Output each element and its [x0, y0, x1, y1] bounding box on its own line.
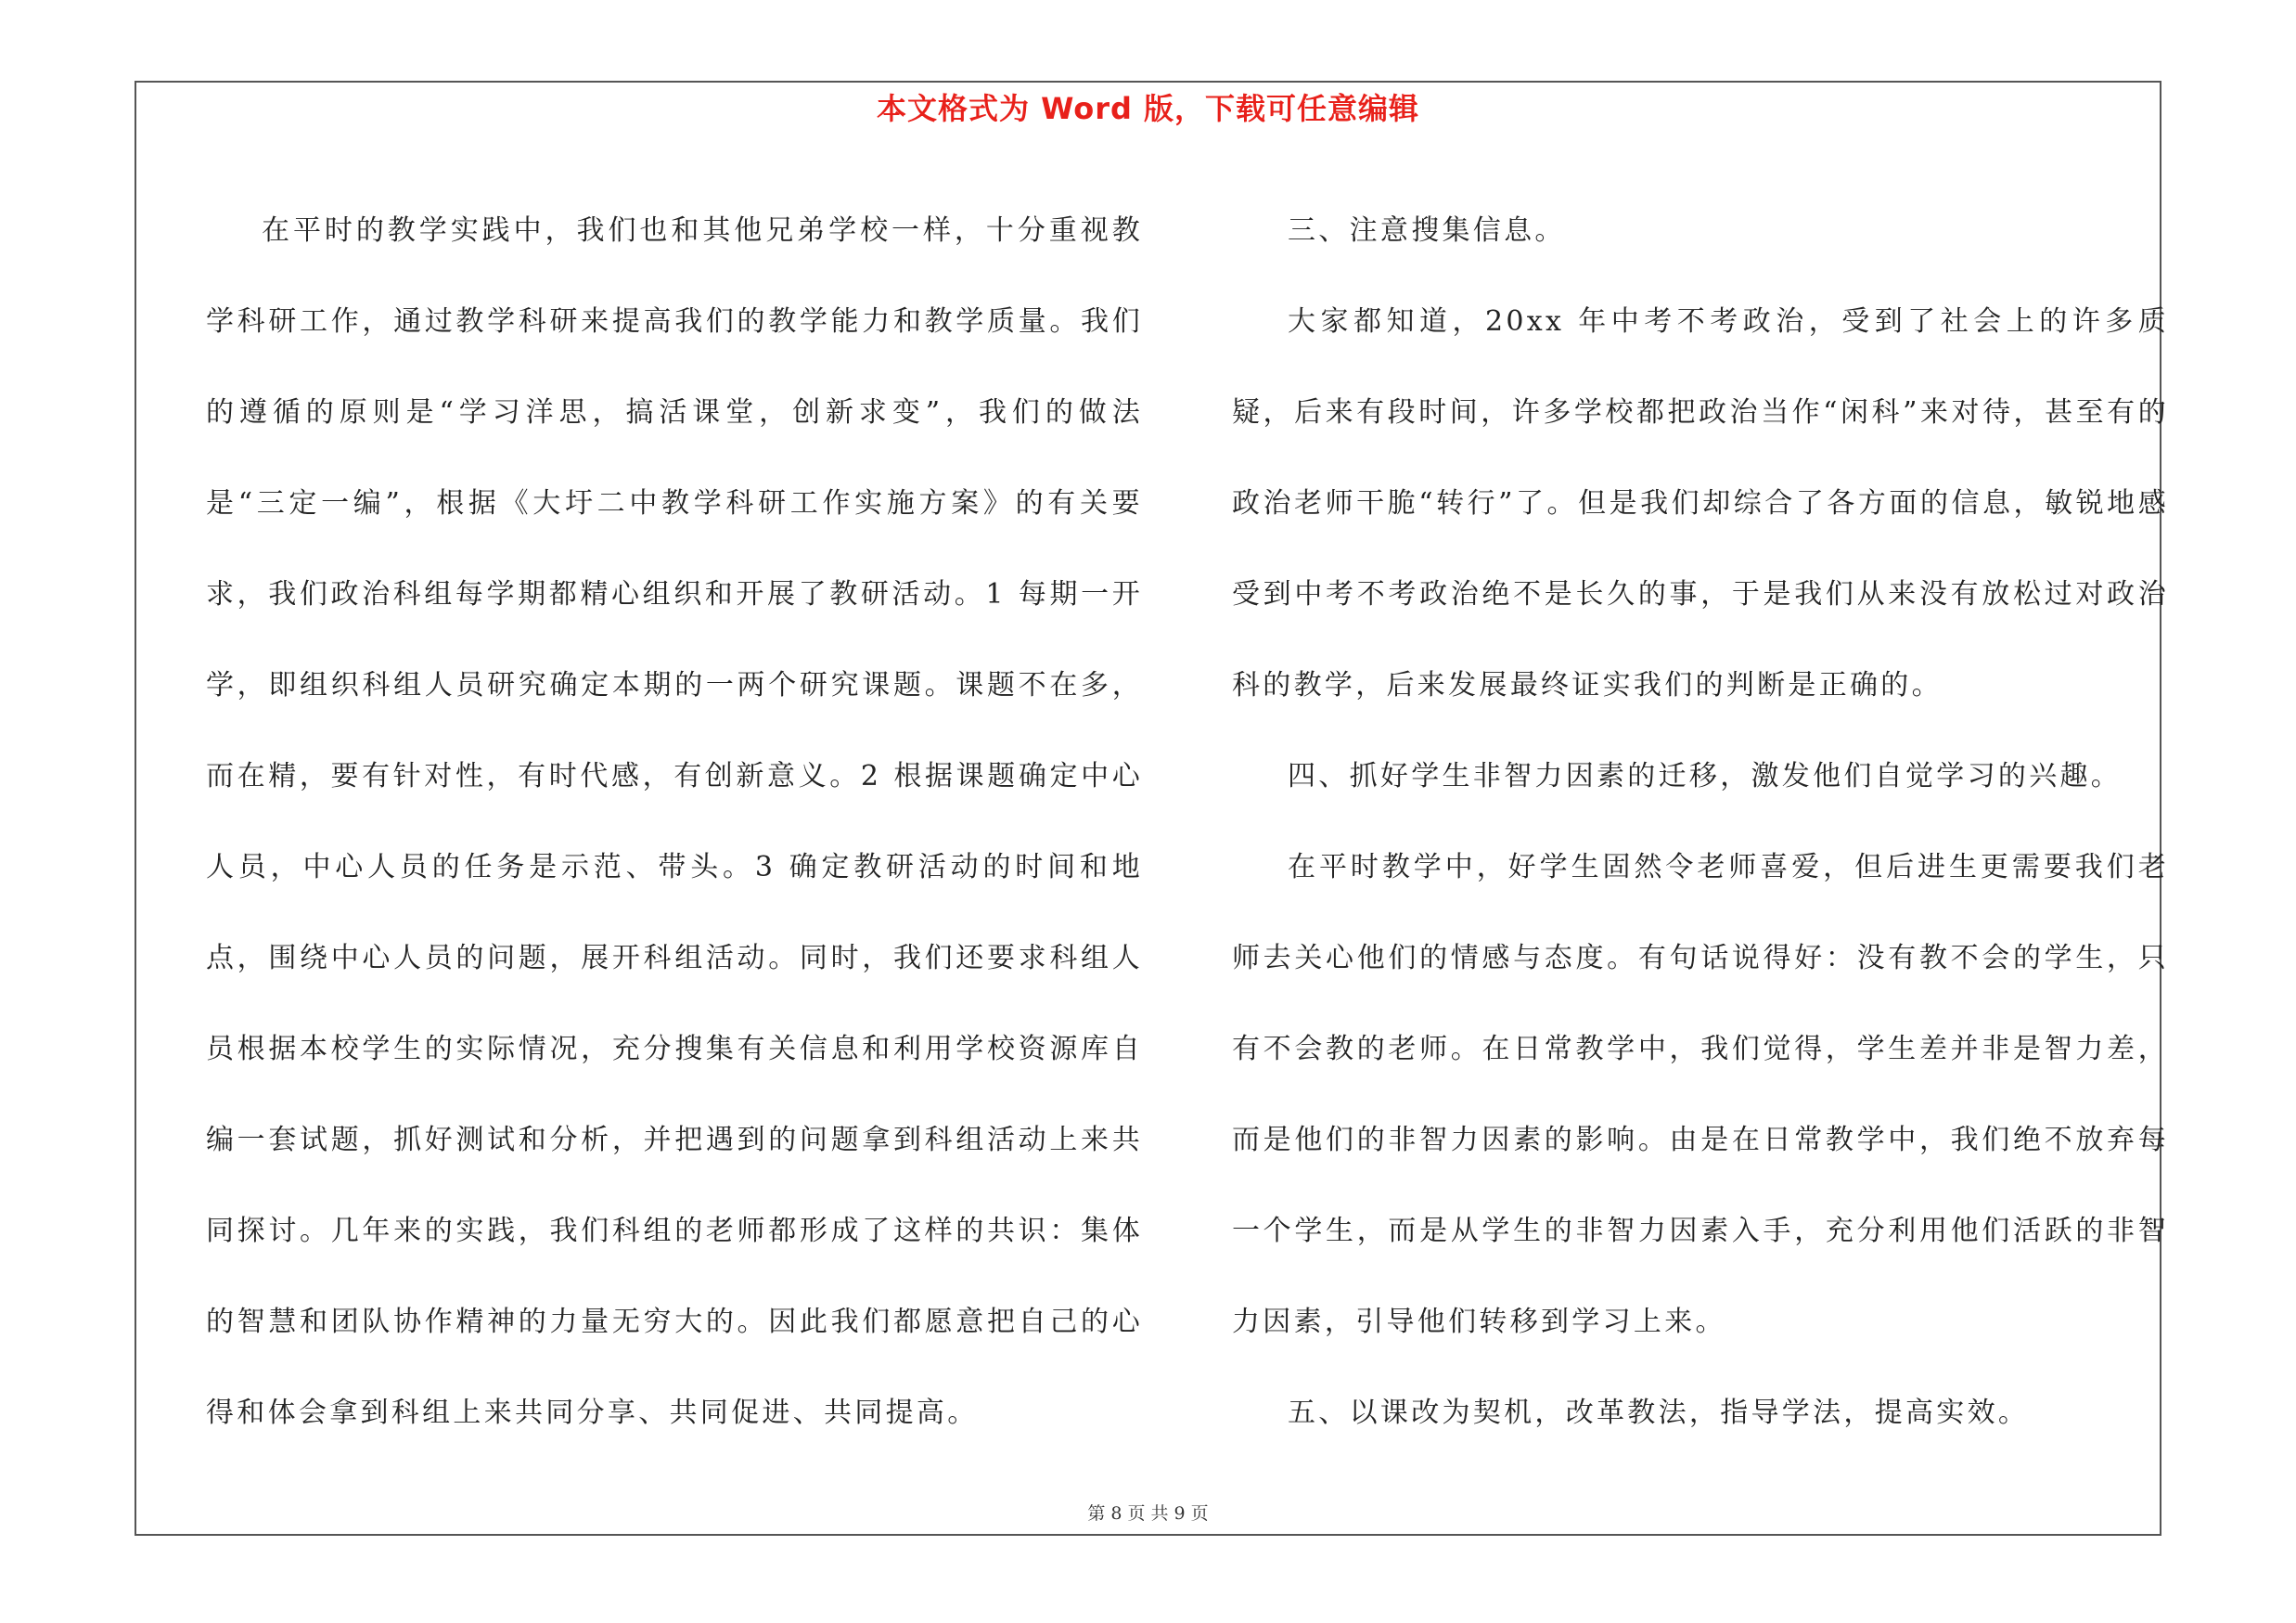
section-heading-3: 三、注意搜集信息。: [1288, 214, 1566, 247]
page-number-footer: 第 8 页 共 9 页: [1087, 1503, 1209, 1524]
section-heading-4: 四、抓好学生非智力因素的迁移，激发他们自觉学习的兴趣。: [1288, 760, 2123, 792]
right-column: [1232, 186, 2169, 1459]
left-column: [206, 186, 1143, 1459]
paragraph-non-intellectual-factors: 在平时教学中，好学生固然令老师喜爱，但后进生更需要我们老师去关心他们的情感与态度。有句话说得好：没有教不会的学生，只有不会教的老师。在日常教学中，我们觉得，学生差并非是智力差，而是他们的非智力因素的影响。由是在日常教学中，我们绝不放弃每一个学生，而是从学生的非智力因素入手，充分利用他们活跃的非智力因素，引导他们转移到学习上来。: [1232, 851, 2169, 1338]
word-format-banner: 本文格式为 Word 版，下载可任意编辑: [876, 91, 1420, 126]
paragraph-information: 大家都知道，20xx 年中考不考政治，受到了社会上的许多质疑，后来有段时间，许多学校都把政治当作“闲科”来对待，甚至有的政治老师干脆“转行”了。但是我们却综合了各方面的信息，敏锐地感受到中考不考政治绝不是长久的事，于是我们从来没有放松过对政治科的教学，后来发展最终证实我们的判断是正确的。: [1232, 305, 2169, 702]
section-heading-5: 五、以课改为契机，改革教法，指导学法，提高实效。: [1288, 1397, 2030, 1429]
paragraph-teaching-research: 在平时的教学实践中，我们也和其他兄弟学校一样，十分重视教学科研工作，通过教学科研来提高我们的教学能力和教学质量。我们的遵循的原则是“学习洋思，搞活课堂，创新求变”，我们的做法是“三定一编”，根据《大圩二中教学科研工作实施方案》的有关要求，我们政治科组每学期都精心组织和开展了教研活动。1 每期一开学，即组织科组人员研究确定本期的一两个研究课题。课题不在多，而在精，要有针对性，有时代感，有创新意义。2 根据课题确定中心人员，中心人员的任务是示范、带头。3 确定教研活动的时间和地点，围绕中心人员的问题，展开科组活动。同时，我们还要求科组人员根据本校学生的实际情况，充分搜集有关信息和利用学校资源库自编一套试题，抓好测试和分析，并把遇到的问题拿到科组活动上来共同探讨。几年来的实践，我们科组的老师都形成了这样的共识：集体的智慧和团队协作精神的力量无穷大的。因此我们都愿意把自己的心得和体会拿到科组上来共同分享、共同促进、共同提高。: [206, 214, 1143, 1429]
